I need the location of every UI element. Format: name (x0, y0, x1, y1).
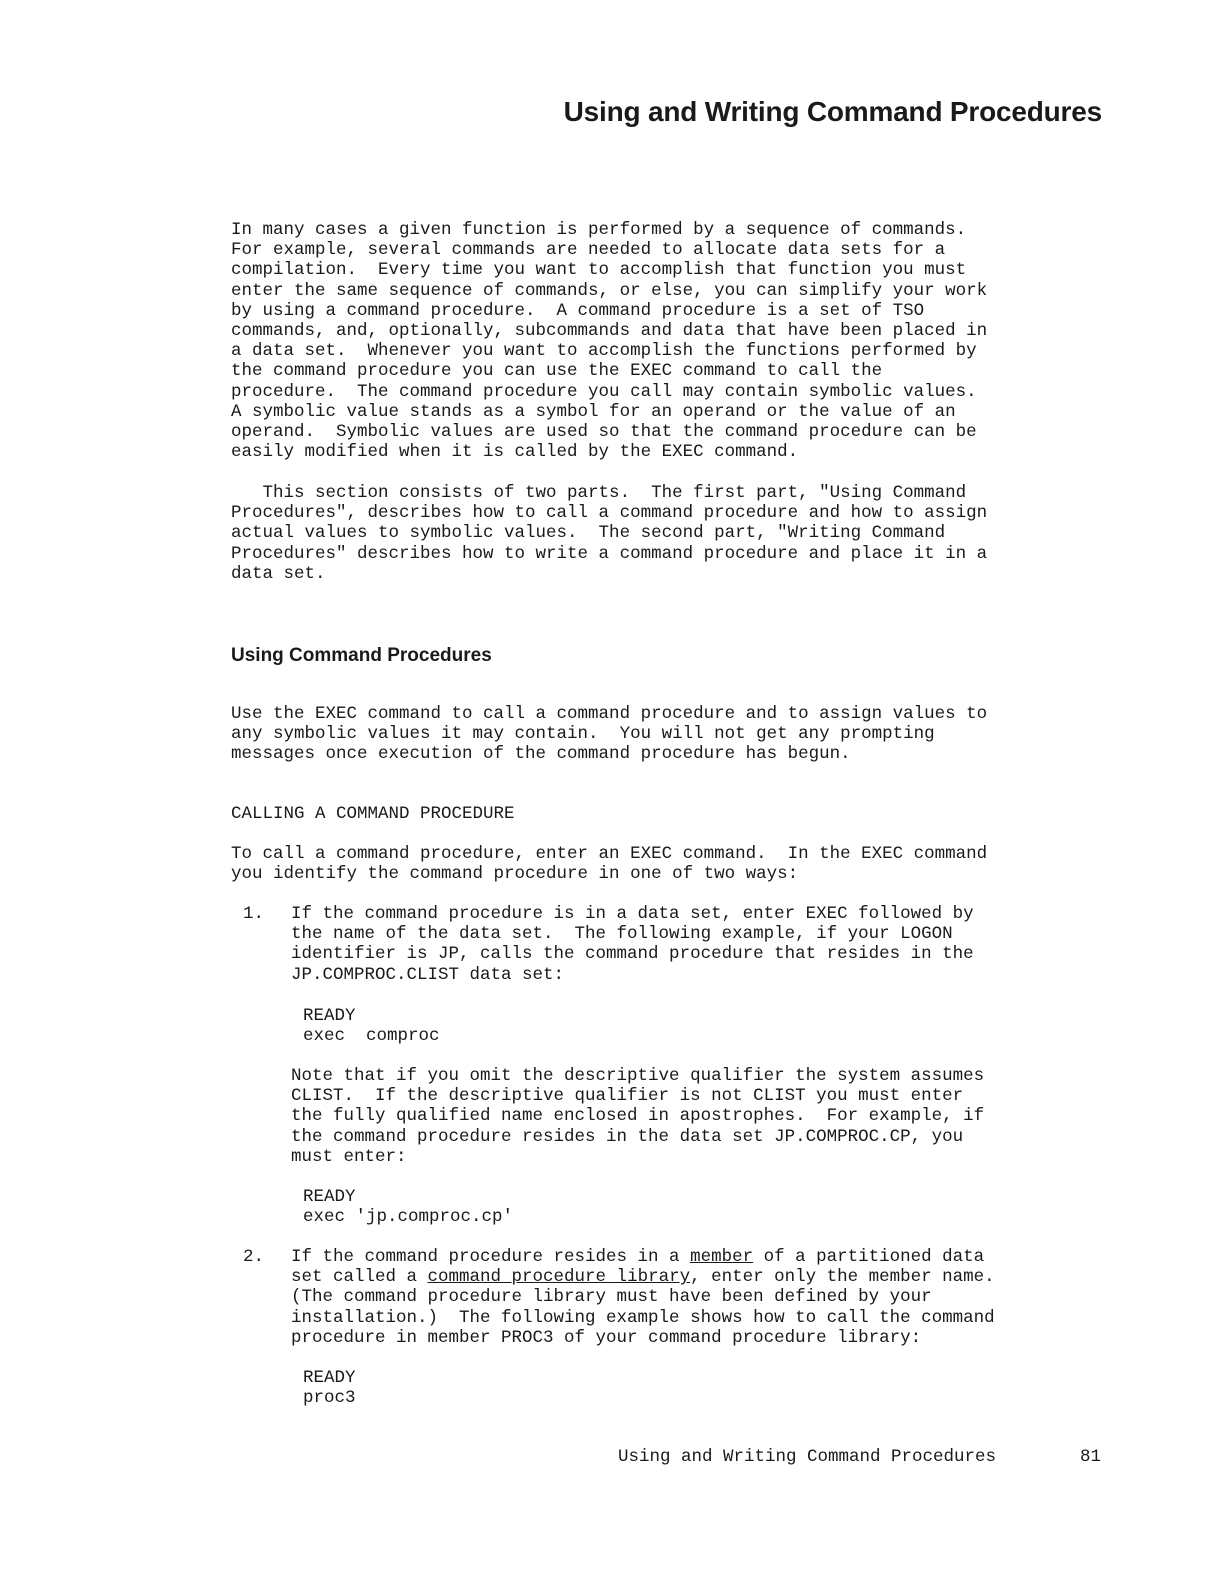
section-intro-paragraph: Use the EXEC command to call a command procedure and to assign values to any symbolic values it may contain. You will not get any prompting messages once execution of the command procedure has begun. (231, 704, 988, 765)
list-item-1-text: If the command procedure is in a data set, enter EXEC followed by the name of the data set. The following example, if your LOGON identifier is JP, calls the command procedure that resides in the JP.COMPROC.CLIST data set: (291, 904, 974, 985)
list-item-1-number: 1. (243, 904, 265, 924)
code-example-1: READY exec comproc (303, 1006, 440, 1047)
intro-paragraph-2: This section consists of two parts. The first part, "Using Command Procedures", describes how to call a command procedure and how to assign actual values to symbolic values. The second part, "Writing Command Procedures" describes how to write a command procedure and place it in a data set. (231, 483, 988, 584)
page-title: Using and Writing Command Procedures (563, 96, 1102, 127)
term-member: member (690, 1247, 754, 1267)
section-heading: Using Command Procedures (231, 645, 492, 666)
subheading-calling: CALLING A COMMAND PROCEDURE (231, 804, 515, 824)
code-example-3: READY proc3 (303, 1368, 356, 1409)
term-command-procedure-library: command procedure library (427, 1267, 691, 1288)
calling-intro-paragraph: To call a command procedure, enter an EXEC command. In the EXEC command you identify the command procedure in one of two ways: (231, 844, 988, 885)
footer-running-title: Using and Writing Command Procedures (618, 1447, 997, 1467)
code-example-2: READY exec 'jp.comproc.cp' (303, 1187, 514, 1228)
list-item-2-number: 2. (243, 1247, 265, 1267)
list-item-2-text: If the command procedure resides in a member of a partitioned data set called a command procedure library, enter only the member name. (The command procedure library must have been defined by your installation.) The following example shows how to call the command procedure in member PROC3 of your command procedure library: (291, 1247, 995, 1348)
list-item-1-note: Note that if you omit the descriptive qualifier the system assumes CLIST. If the descriptive qualifier is not CLIST you must enter the fully qualified name enclosed in apostrophes. For example, if the command procedure resides in the data set JP.COMPROC.CP, you must enter: (291, 1066, 985, 1167)
page-number: 81 (1080, 1447, 1102, 1467)
intro-paragraph-1: In many cases a given function is performed by a sequence of commands. For example, several commands are needed to allocate data sets for a compilation. Every time you want to accomplish that function you must enter the same sequence of commands, or else, you can simplify your work by using a command procedure. A command procedure is a set of TSO commands, and, optionally, subcommands and data that have been placed in a data set. Whenever you want to accomplish the functions performed by the command procedure you can use the EXEC command to call the procedure. The command procedure you call may contain symbolic values. A symbolic value stands as a symbol for an operand or the value of an operand. Symbolic values are used so that the command procedure can be easily modified when it is called by the EXEC command. (231, 220, 988, 463)
